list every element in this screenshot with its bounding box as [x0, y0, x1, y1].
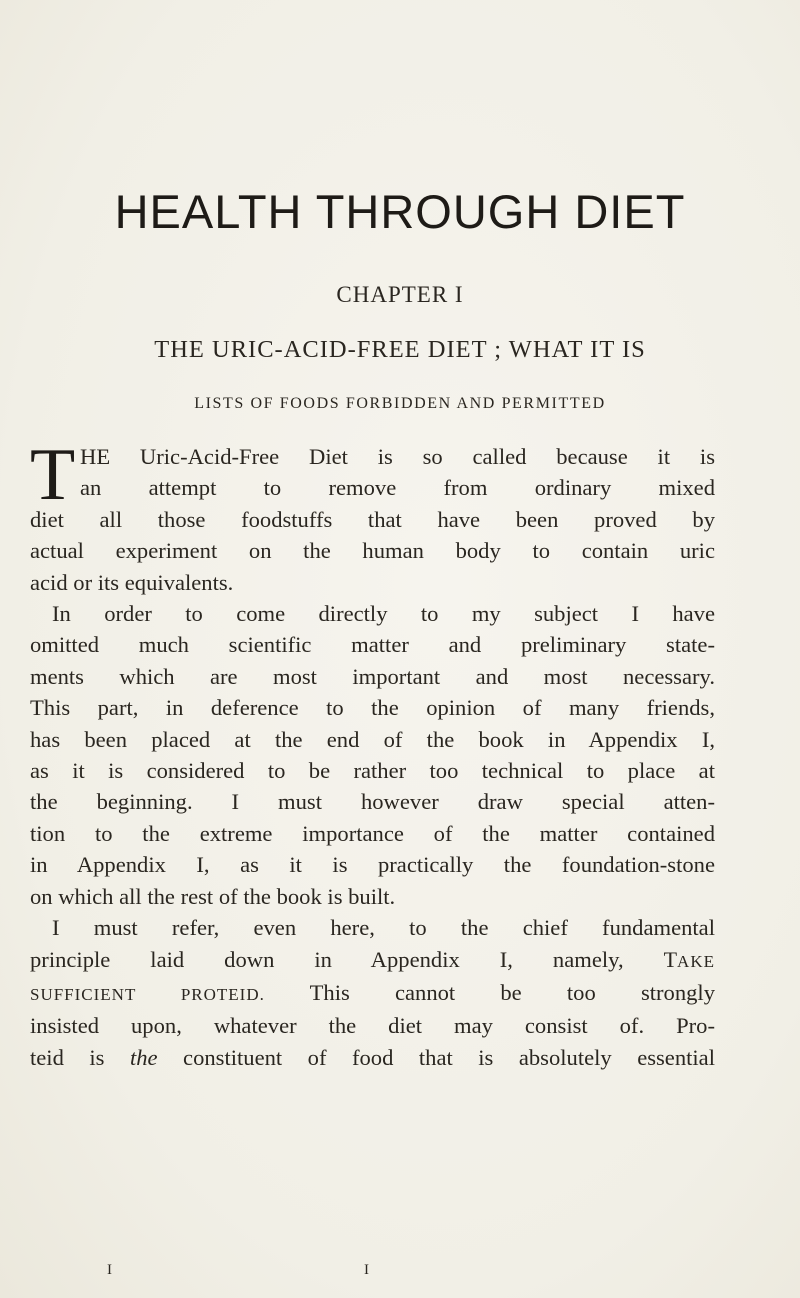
text-line: omitted much scientific matter and preliminary state- — [30, 632, 715, 658]
signature-mark: I — [107, 1262, 112, 1278]
text-run: teid is — [30, 1044, 130, 1070]
text-run: constituent of food that is absolutely essential — [157, 1044, 715, 1070]
text-line: as it is considered to be rather too technical to place at — [30, 758, 715, 784]
text-line — [30, 977, 715, 1010]
text-line: insisted upon, whatever the diet may consist of. Pro- — [30, 1013, 715, 1039]
chapter-title: THE URIC-ACID-FREE DIET ; WHAT IT IS — [154, 336, 646, 363]
text-line: tion to the extreme importance of the matter contained — [30, 820, 715, 846]
text-line: an attempt to remove from ordinary mixed — [80, 475, 715, 501]
text-line: ments which are most important and most necessary. — [30, 663, 715, 689]
text-line: on which all the rest of the book is built. — [30, 883, 396, 909]
page-number: I — [364, 1262, 369, 1278]
paragraph-3 — [30, 912, 715, 1073]
text-line: actual experiment on the human body to contain uric — [30, 538, 715, 564]
body-text — [30, 434, 715, 1073]
section-heading: LISTS OF FOODS FORBIDDEN AND PERMITTED — [194, 395, 606, 412]
text-run: This cannot be too strongly — [264, 979, 715, 1005]
text-line: HE Uric-Acid-Free Diet is so called because it is — [80, 444, 715, 469]
paragraph-1 — [30, 434, 715, 598]
text-line: in Appendix I, as it is practically the foundation-stone — [30, 852, 715, 878]
text-line: the beginning. I must however draw special atten- — [30, 789, 715, 815]
text-line — [30, 1042, 715, 1073]
text-line: has been placed at the end of the book in Appendix I, — [30, 726, 715, 752]
text-line: In order to come directly to my subject I have — [52, 601, 715, 627]
text-run: principle laid down in Appendix I, namely, — [30, 946, 664, 972]
paragraph-2 — [30, 598, 715, 912]
book-title: HEALTH THROUGH DIET — [114, 185, 686, 238]
text-line: acid or its equivalents. — [30, 569, 234, 595]
small-caps-text: AKE — [677, 951, 715, 971]
text-line — [30, 944, 715, 977]
text-line: diet all those foodstuffs that have been proved by — [30, 506, 715, 532]
text-line: I must refer, even here, to the chief fundamental — [52, 915, 715, 941]
small-caps-text: SUFFICIENT PROTEID. — [30, 984, 265, 1004]
text-line: This part, in deference to the opinion of many friends, — [30, 695, 715, 721]
chapter-number: CHAPTER I — [336, 282, 464, 307]
drop-cap: T — [30, 434, 76, 516]
emphasis: the — [129, 1044, 158, 1070]
small-caps-initial: T — [663, 946, 678, 972]
